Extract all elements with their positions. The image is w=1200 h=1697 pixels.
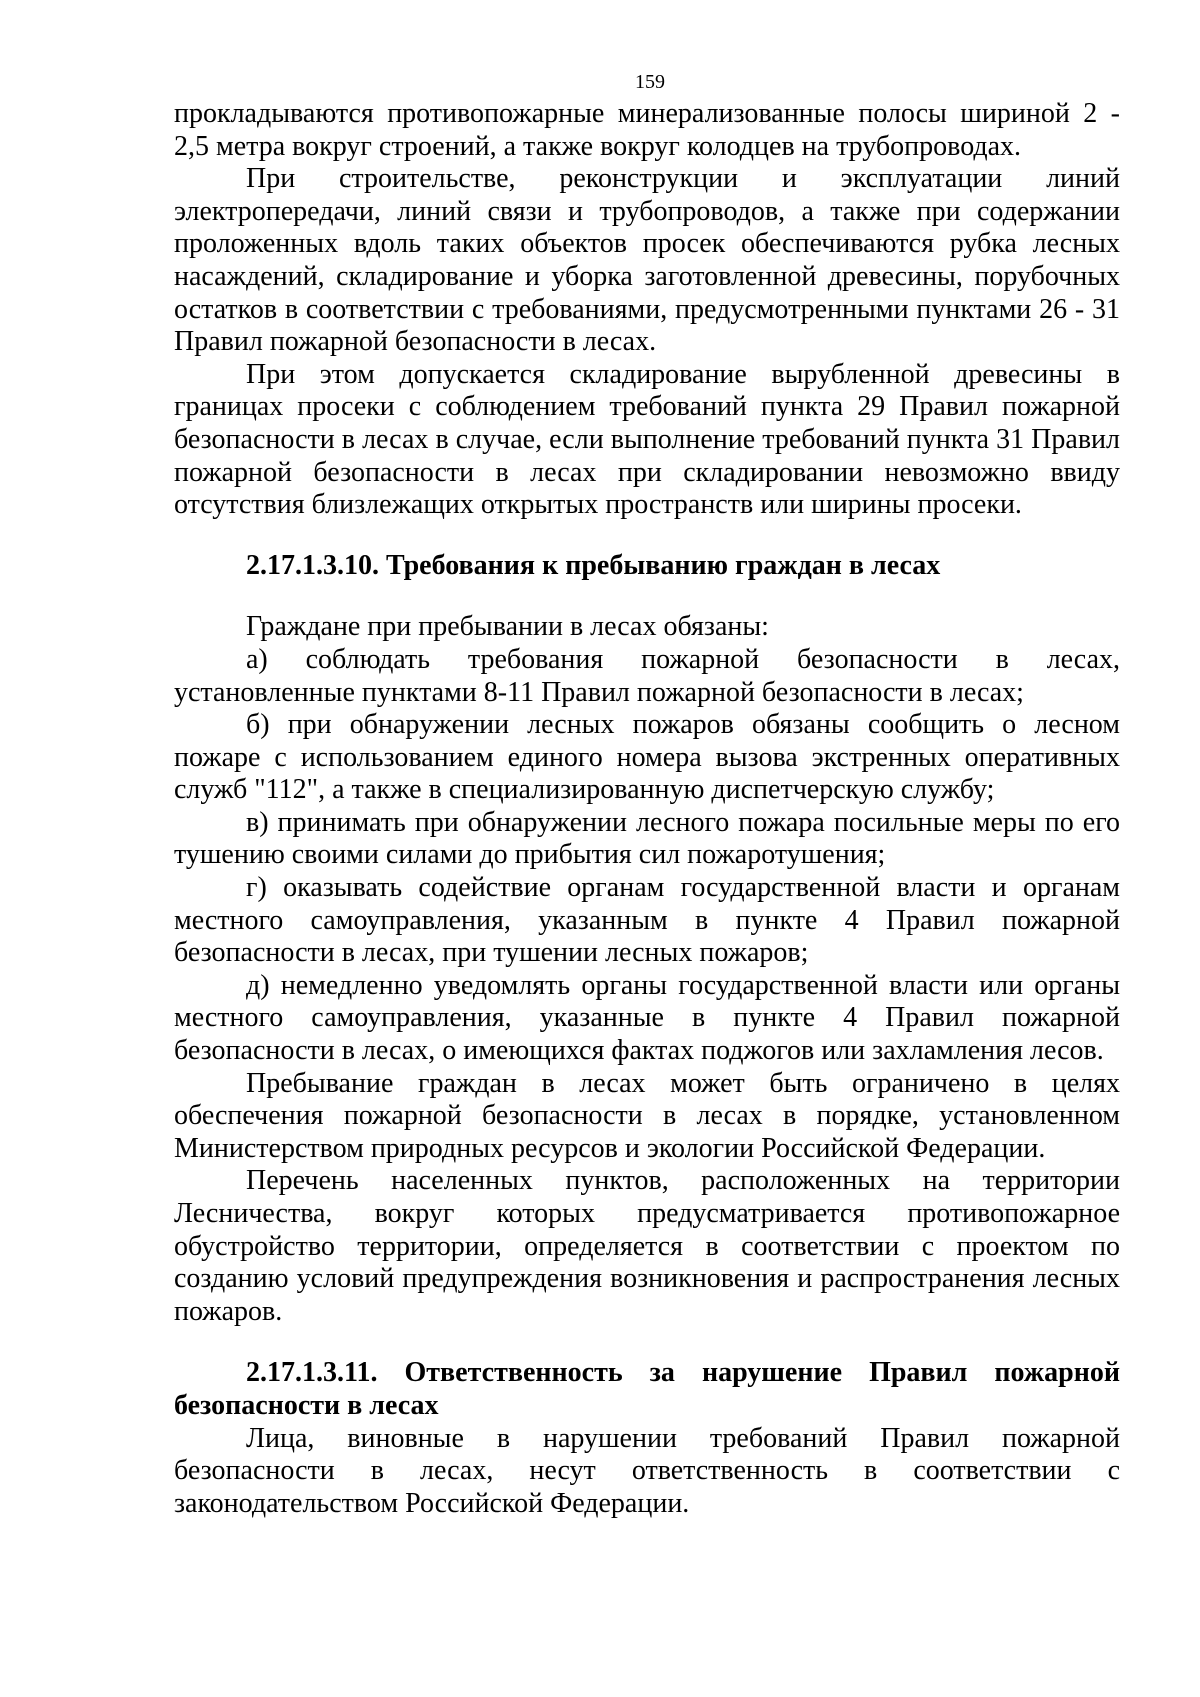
spacer xyxy=(174,1328,1120,1357)
page-content xyxy=(174,98,1120,1520)
list-item-v: в) принимать при обнаружении лесного пожара посильные меры по его тушению своими силами до прибытия сил пожаротушения; xyxy=(174,806,1120,871)
spacer xyxy=(174,522,1120,550)
list-item-b: б) при обнаружении лесных пожаров обязаны сообщить о лесном пожаре с использованием единого номера вызова экстренных оперативных служб "112", а также в специализированную диспетчерскую службу; xyxy=(174,709,1120,806)
list-item-d: д) немедленно уведомлять органы государственной власти или органы местного самоуправления, указанные в пункте 4 Правил пожарной безопасности в лесах, о имеющихся фактах поджогов или захламления лесов. xyxy=(174,969,1120,1067)
paragraph-citizens-obliged: Граждане при пребывании в лесах обязаны: xyxy=(246,611,769,643)
spacer xyxy=(174,582,1120,611)
paragraph-settlements: Перечень населенных пунктов, расположенных на территории Лесничества, вокруг которых предусматривается противопожарное обустройство территории, определяется в соответствии с проектом по созданию условий предупреждения возникновения и распространения лесных пожаров. xyxy=(174,1165,1120,1327)
paragraph-responsibility: Лица, виновные в нарушении требований Правил пожарной безопасности в лесах, несут ответственность в соответствии с законодательством Российской Федерации. xyxy=(174,1422,1120,1519)
list-item-a: а) соблюдать требования пожарной безопасности в лесах, установленные пунктами 8-11 Правил пожарной безопасности в лесах; xyxy=(174,643,1120,708)
section-heading-responsibility: 2.17.1.3.11. Ответственность за нарушение Правил пожарной безопасности в лесах xyxy=(174,1357,1120,1421)
paragraph-continuation: прокладываются противопожарные минерализованные полосы шириной 2 - 2,5 метра вокруг строений, а также вокруг колодцев на трубопроводах. xyxy=(174,98,1120,162)
paragraph-timber-storage: При этом допускается складирование вырубленной древесины в границах просеки с соблюдением требований пункта 29 Правил пожарной безопасности в лесах в случае, если выполнение требований пункта 31 Правил пожарной безопасности в лесах при складировании невозможно ввиду отсутствия близлежащих открытых пространств или ширины просеки. xyxy=(174,358,1120,521)
page-number: 159 xyxy=(635,71,665,93)
list-item-g: г) оказывать содействие органам государственной власти и органам местного самоуправления, указанным в пункте 4 Правил пожарной безопасности в лесах, при тушении лесных пожаров; xyxy=(174,872,1120,969)
section-heading-citizens: 2.17.1.3.10. Требования к пребыванию граждан в лесах xyxy=(246,549,941,581)
paragraph-power-lines: При строительстве, реконструкции и эксплуатации линий электропередачи, линий связи и трубопроводов, а также при содержании проложенных вдоль таких объектов просек обеспечиваются рубка лесных насаждений, складирование и уборка заготовленной древесины, порубочных остатков в соответствии с требованиями, предусмотренными пунктами 26 - 31 Правил пожарной безопасности в лесах. xyxy=(174,163,1120,358)
paragraph-restriction: Пребывание граждан в лесах может быть ограничено в целях обеспечения пожарной безопасности в лесах в порядке, установленном Министерством природных ресурсов и экологии Российской Федерации. xyxy=(174,1067,1120,1164)
